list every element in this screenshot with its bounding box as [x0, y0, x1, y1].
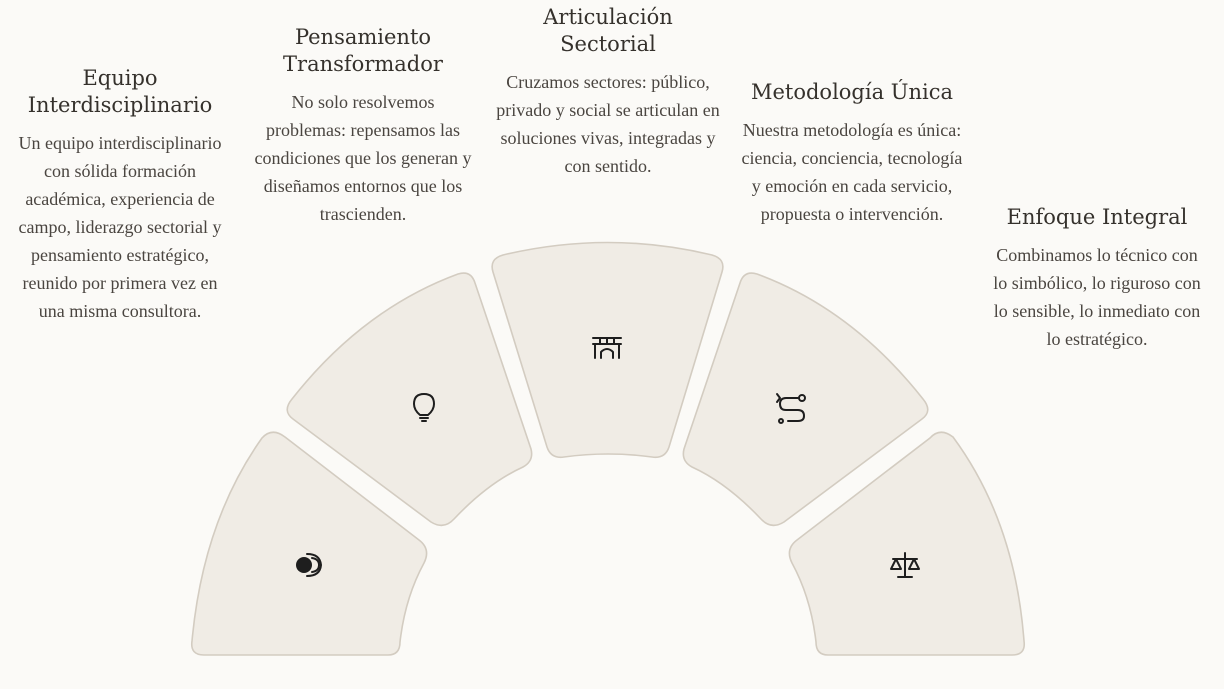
text-articulacion: Cruzamos sectores: público, privado y social se articulan en soluciones vivas, integradas y con sentido. [496, 72, 720, 176]
text-equipo: Un equipo interdisciplinario con sólida formación académica, experiencia de campo, liderazgo sectorial y pensamiento estratégico, reunido por primera vez en una misma consultora. [18, 133, 222, 321]
title-metodologia: Metodología Única [750, 80, 954, 104]
block-pensamiento [252, 24, 474, 228]
text-enfoque: Combinamos lo técnico con lo simbólico, lo riguroso con lo sensible, lo inmediato con lo estratégico. [993, 245, 1201, 349]
title-equipo: Equipo Interdisciplinario [27, 66, 213, 117]
title-pensamiento: Pensamiento Transformador [283, 25, 443, 76]
text-pensamiento: No solo resolvemos problemas: repensamos las condiciones que los generan y diseñamos entornos que los trascienden. [254, 92, 472, 224]
block-metodologia [740, 79, 964, 228]
title-enfoque: Enfoque Integral [1006, 205, 1188, 229]
block-enfoque [990, 204, 1204, 353]
block-articulacion [496, 4, 720, 180]
title-articulacion: Articulación Sectorial [543, 5, 673, 56]
text-metodologia: Nuestra metodología es única: ciencia, conciencia, tecnología y emoción en cada servicio, propuesta o intervención. [741, 120, 963, 224]
block-equipo [14, 65, 226, 325]
